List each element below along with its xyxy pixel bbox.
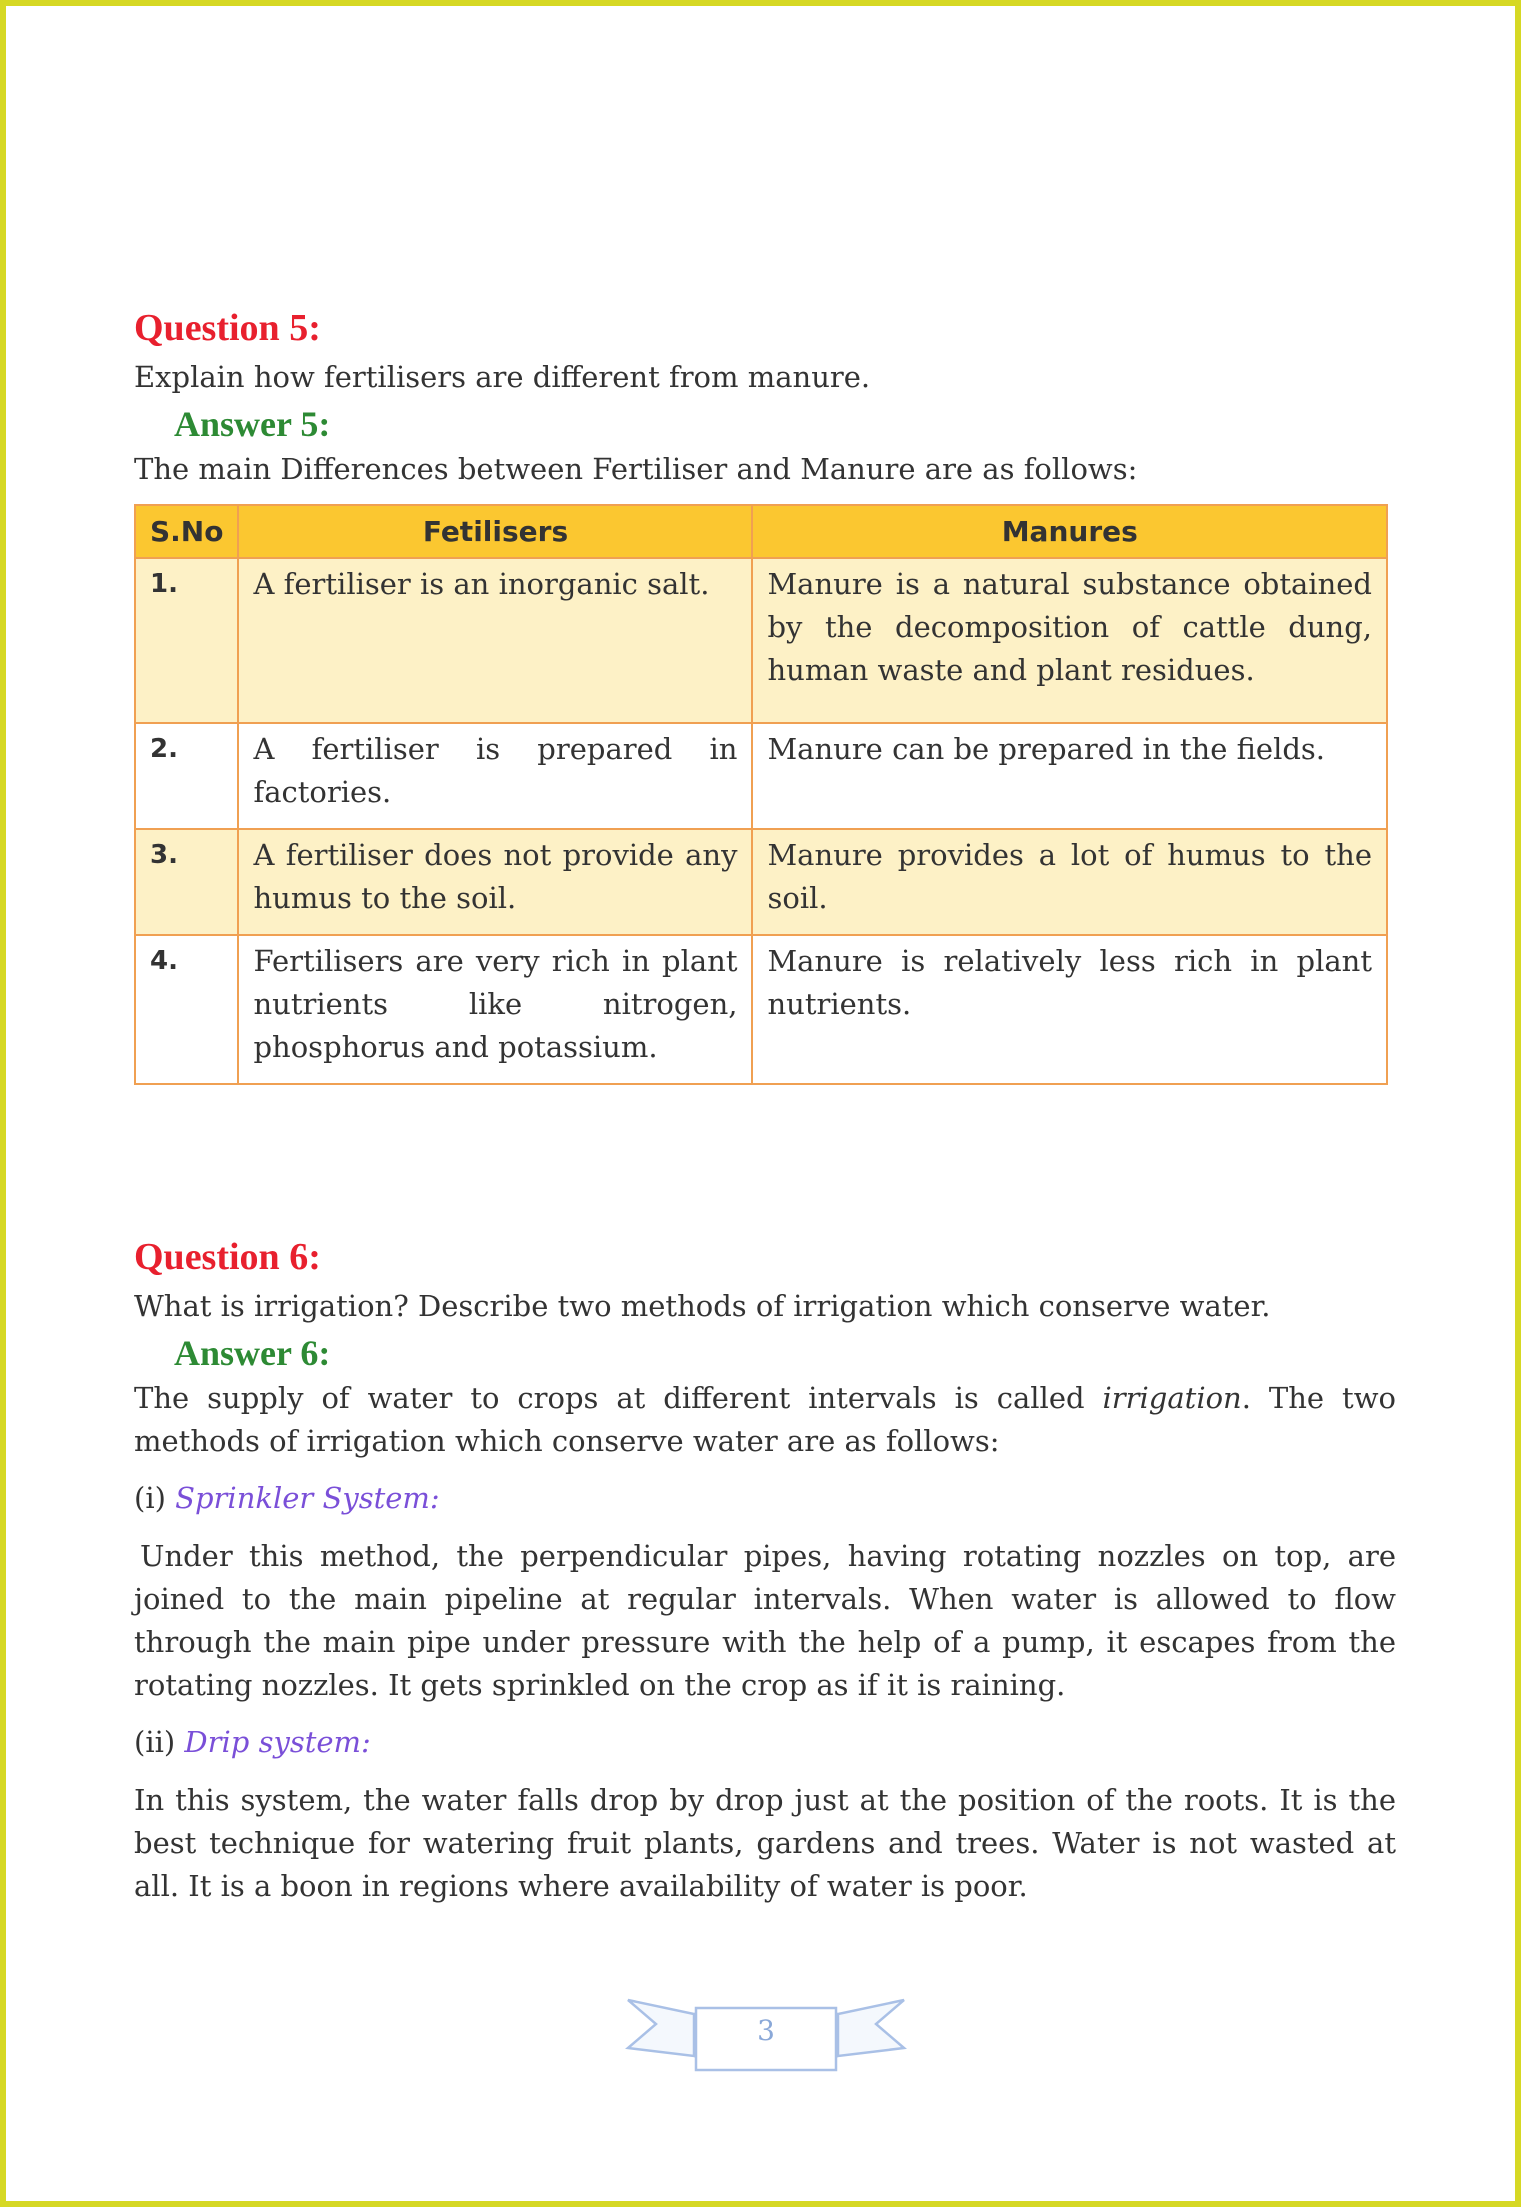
manure-cell: Manure provides a lot of humus to the soil.	[752, 829, 1387, 935]
page-footer	[624, 1994, 908, 2076]
answer-5-intro: The main Differences between Fertiliser and Manure are as follows:	[134, 452, 1138, 486]
row-number: 3.	[135, 829, 238, 935]
question-6-text: What is irrigation? Describe two methods of irrigation which conserve water.	[134, 1289, 1271, 1323]
answer-6-title: Answer 6:	[174, 1333, 331, 1373]
answer-6-intro	[134, 1377, 1396, 1463]
fertiliser-cell: A fertiliser is an inorganic salt.	[238, 558, 752, 723]
page-number: 3	[757, 2014, 775, 2047]
section-gap	[134, 1085, 1396, 1235]
row-number: 1.	[135, 558, 238, 723]
table-row	[135, 829, 1387, 935]
content	[134, 306, 1396, 1908]
answer-5-title: Answer 5:	[174, 404, 331, 444]
fertiliser-cell: Fertilisers are very rich in plant nutrients like nitrogen, phosphorus and potassium.	[238, 935, 752, 1084]
manure-cell: Manure is a natural substance obtained by the decomposition of cattle dung, human waste and plant residues.	[752, 558, 1387, 723]
header-fertilisers: Fetilisers	[238, 505, 752, 558]
question-5-text: Explain how fertilisers are different from manure.	[134, 360, 871, 394]
method-2-number: (ii)	[134, 1725, 185, 1759]
table-row	[135, 935, 1387, 1084]
table-header-row	[135, 505, 1387, 558]
manure-cell: Manure can be prepared in the fields.	[752, 723, 1387, 829]
differences-table	[134, 504, 1388, 1085]
table-row	[135, 723, 1387, 829]
intro-term: irrigation	[1102, 1381, 1242, 1415]
intro-after: . The two methods of irrigation which conserve water are as follows:	[134, 1381, 1396, 1458]
row-number: 4.	[135, 935, 238, 1084]
manure-cell: Manure is relatively less rich in plant nutrients.	[752, 935, 1387, 1084]
question-6-title: Question 6:	[134, 1236, 321, 1278]
method-1-heading	[134, 1477, 1396, 1519]
question-5-title: Question 5:	[134, 307, 321, 349]
table-row	[135, 558, 1387, 723]
row-number: 2.	[135, 723, 238, 829]
method-1-name: Sprinkler System:	[175, 1481, 440, 1515]
header-sno: S.No	[135, 505, 238, 558]
fertiliser-cell: A fertiliser is prepared in factories.	[238, 723, 752, 829]
method-1-text: Under this method, the perpendicular pipes, having rotating nozzles on top, are joined to the main pipeline at regular intervals. When water is allowed to flow through the main pipe under pressure with the help of a pump, it escapes from the rotating nozzles. It gets sprinkled on the crop as if it is raining.	[134, 1539, 1396, 1702]
fertiliser-cell: A fertiliser does not provide any humus to the soil.	[238, 829, 752, 935]
method-1-number: (i)	[134, 1481, 176, 1515]
method-2-name: Drip system:	[184, 1725, 371, 1759]
header-manures: Manures	[752, 505, 1387, 558]
method-2-heading	[134, 1721, 1396, 1763]
intro-before: The supply of water to crops at different intervals is called	[134, 1381, 1103, 1415]
method-2-text: In this system, the water falls drop by drop just at the position of the roots. It is the best technique for watering fruit plants, gardens and trees. Water is not wasted at all. It is a boon in regions where availability of water is poor.	[134, 1783, 1396, 1903]
